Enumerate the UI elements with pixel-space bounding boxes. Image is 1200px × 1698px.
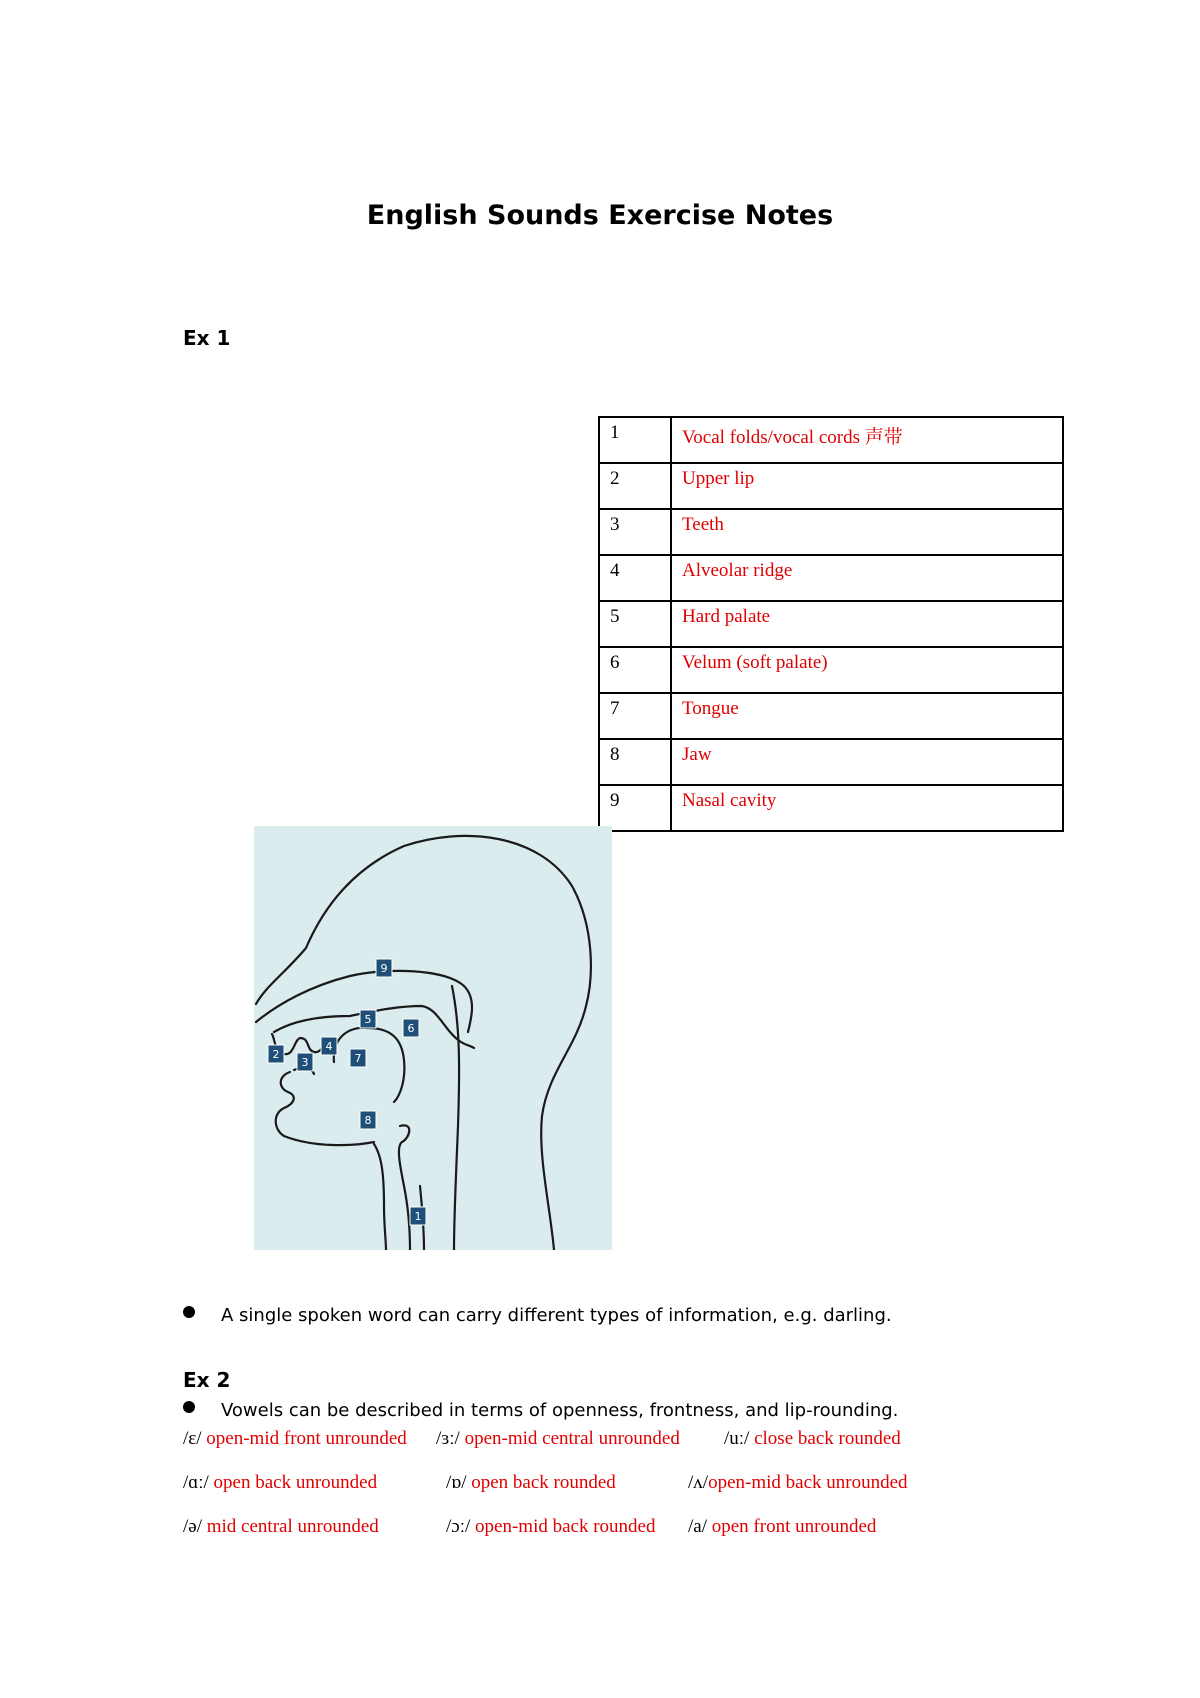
organ-term: Nasal cavity — [671, 785, 1063, 831]
vowel-entry — [446, 1516, 655, 1538]
diagram-label-number: 7 — [354, 1052, 362, 1065]
diagram-label-number: 2 — [272, 1048, 280, 1061]
vowel-entry — [183, 1428, 407, 1450]
vowel-description: open-mid back unrounded — [708, 1472, 908, 1493]
vocal-tract-diagram — [254, 826, 612, 1250]
table-row — [599, 463, 1063, 509]
bullet-icon — [183, 1401, 195, 1413]
vowel-symbol: /ɑː/ — [183, 1472, 209, 1493]
vowel-description: mid central unrounded — [206, 1516, 379, 1537]
row-number: 9 — [599, 785, 671, 831]
row-number: 3 — [599, 509, 671, 555]
vowel-entry — [183, 1516, 379, 1538]
table-row — [599, 647, 1063, 693]
row-number: 5 — [599, 601, 671, 647]
organ-term: Vocal folds/vocal cords 声带 — [671, 417, 1063, 463]
organ-term: Teeth — [671, 509, 1063, 555]
vowel-description: open front unrounded — [711, 1516, 877, 1537]
ex2-bullet-text: Vowels can be described in terms of openness, frontness, and lip-rounding. — [221, 1400, 899, 1421]
table-row — [599, 509, 1063, 555]
vowel-description: open-mid back rounded — [475, 1516, 656, 1537]
row-number: 8 — [599, 739, 671, 785]
table-row — [599, 601, 1063, 647]
row-number: 4 — [599, 555, 671, 601]
vowel-symbol: /ɛ/ — [183, 1428, 202, 1449]
row-number: 7 — [599, 693, 671, 739]
vowel-entry — [446, 1472, 616, 1494]
organ-term: Jaw — [671, 739, 1063, 785]
diagram-label-number: 3 — [301, 1056, 309, 1069]
page-title: English Sounds Exercise Notes — [366, 200, 834, 231]
row-number: 6 — [599, 647, 671, 693]
diagram-label-number: 8 — [364, 1114, 372, 1127]
vowel-description: open-mid front unrounded — [206, 1428, 407, 1449]
table-row — [599, 417, 1063, 463]
bullet-icon — [183, 1306, 195, 1318]
table-row — [599, 693, 1063, 739]
diagram-label-number: 4 — [325, 1040, 333, 1053]
vowel-entry — [688, 1516, 876, 1538]
vowel-entry — [688, 1472, 908, 1494]
vocal-organs-table — [598, 416, 1064, 832]
vowel-symbol: /ɜː/ — [436, 1428, 460, 1449]
vowel-symbol: /ʌ/ — [688, 1472, 709, 1493]
vowel-entry — [724, 1428, 901, 1450]
table-row — [599, 785, 1063, 831]
diagram-label-number: 5 — [364, 1013, 372, 1026]
diagram-label-number: 6 — [407, 1022, 415, 1035]
diagram-label-number: 1 — [414, 1210, 422, 1223]
vowel-entry — [183, 1472, 377, 1494]
row-number: 1 — [599, 417, 671, 463]
table-row — [599, 555, 1063, 601]
organ-term: Alveolar ridge — [671, 555, 1063, 601]
diagram-background — [254, 826, 612, 1250]
organ-term: Upper lip — [671, 463, 1063, 509]
vowel-description: close back rounded — [754, 1428, 901, 1449]
vowel-symbol: /a/ — [688, 1516, 707, 1537]
ex1-bullet — [183, 1305, 892, 1326]
vowel-description: open back rounded — [471, 1472, 616, 1493]
diagram-label-number: 9 — [380, 962, 388, 975]
ex1-heading: Ex 1 — [183, 326, 231, 350]
organ-term: Tongue — [671, 693, 1063, 739]
row-number: 2 — [599, 463, 671, 509]
vowel-symbol: /uː/ — [724, 1428, 750, 1449]
ex2-heading: Ex 2 — [183, 1368, 231, 1392]
ex2-bullet — [183, 1400, 898, 1421]
table-row — [599, 739, 1063, 785]
organ-term: Velum (soft palate) — [671, 647, 1063, 693]
vowel-description: open-mid central unrounded — [464, 1428, 680, 1449]
vowel-symbol: /ə/ — [183, 1516, 202, 1537]
ex1-bullet-text: A single spoken word can carry different types of information, e.g. darling. — [221, 1305, 892, 1326]
organ-term: Hard palate — [671, 601, 1063, 647]
vowel-symbol: /ɒ/ — [446, 1472, 467, 1493]
vowel-entry — [436, 1428, 680, 1450]
vowel-symbol: /ɔː/ — [446, 1516, 471, 1537]
vowel-description: open back unrounded — [213, 1472, 378, 1493]
